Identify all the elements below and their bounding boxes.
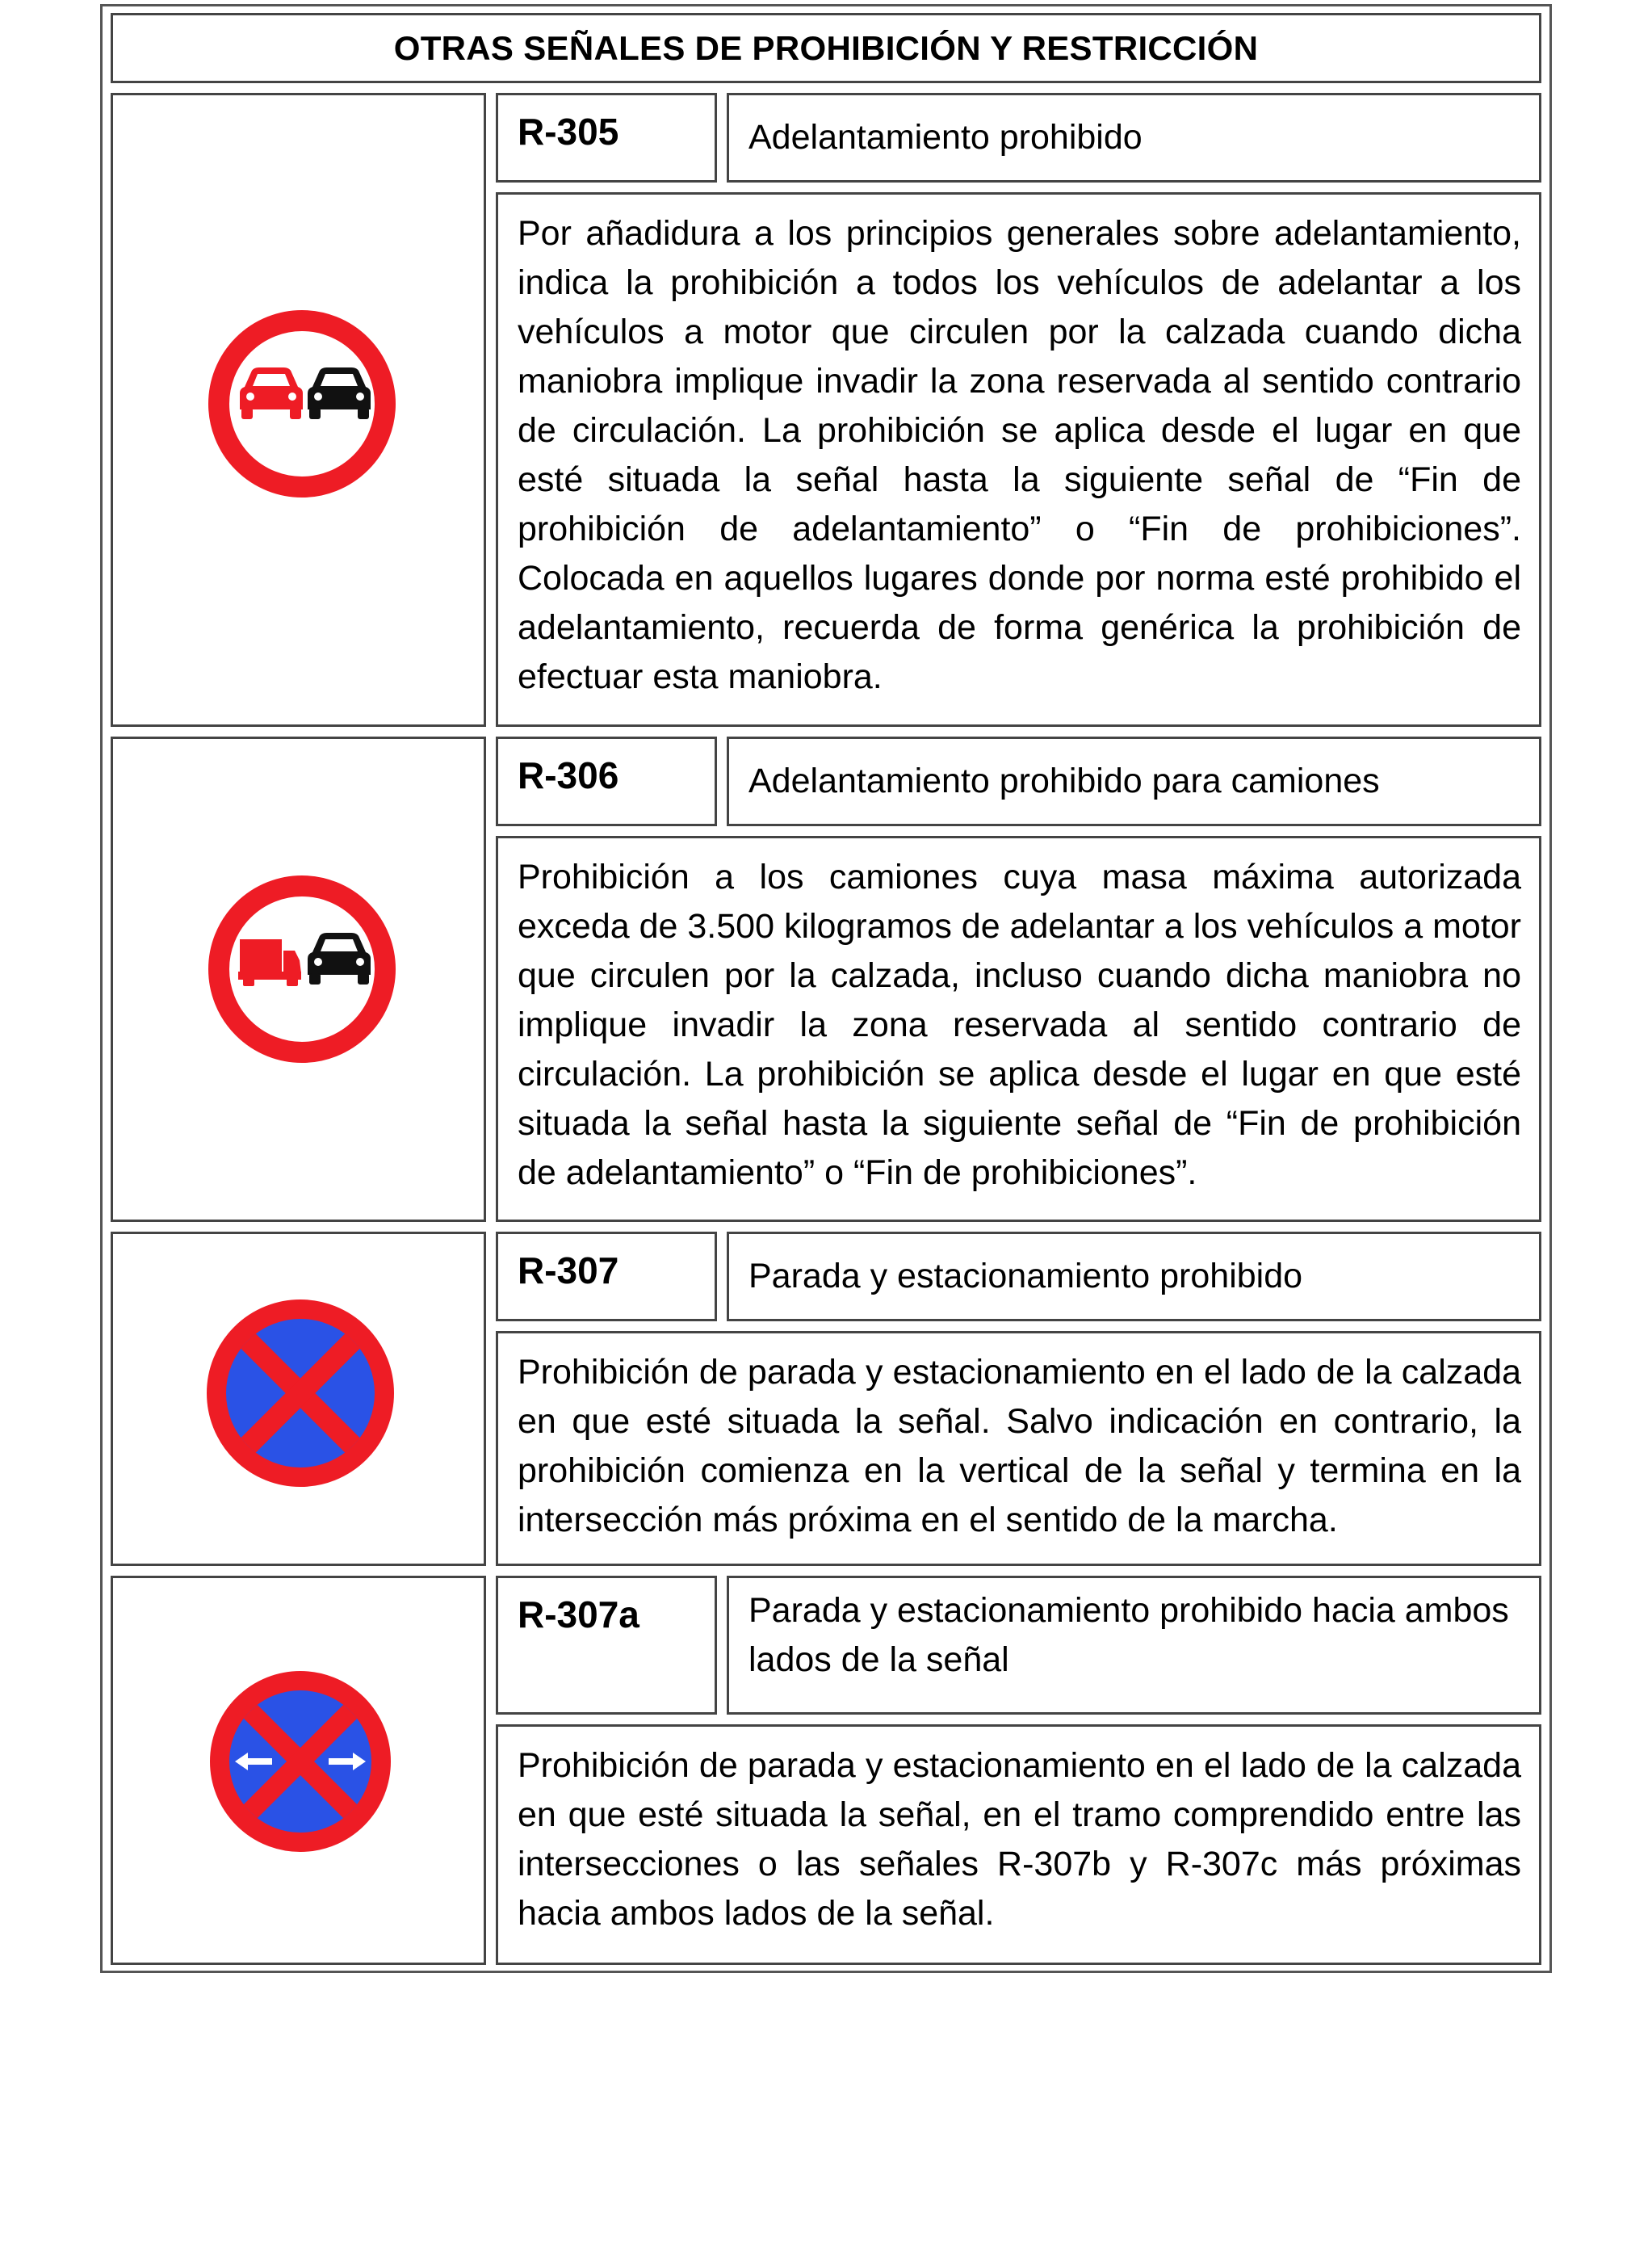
no-stopping-both-sides-sign-icon <box>206 1667 395 1856</box>
no-overtaking-trucks-sign-icon <box>206 873 398 1065</box>
no-overtaking-sign-icon <box>206 308 398 500</box>
table-title: OTRAS SEÑALES DE PROHIBICIÓN Y RESTRICCIÓN <box>111 13 1541 83</box>
sign-description: Prohibición a los camiones cuya masa máxima autorizada exceda de 3.500 kilogramos de adelantar a los vehículos a motor que circulen por la calzada, incluso cuando dicha maniobra no implique invadir la zona reservada al sentido contrario de circulación. La prohibición se aplica desde el lugar en que esté situada la señal hasta la siguiente señal de “Fin de prohibición de adelantamiento” o “Fin de prohibiciones”. <box>496 836 1541 1222</box>
sign-description: Por añadidura a los principios generales sobre adelantamiento, indica la prohibición a todos los vehículos de adelantar a los vehículos a motor que circulen por la calzada cuando dicha maniobra implique invadir la zona reservada al sentido contrario de circulación. La prohibición se aplica desde el lugar en que esté situada la señal hasta la siguiente señal de “Fin de prohibición de adelantamiento” o “Fin de prohibiciones”. Colocada en aquellos lugares donde por norma esté prohibido el adelantamiento, recuerda de forma genérica la prohibición de efectuar esta maniobra. <box>496 192 1541 727</box>
sign-image-cell <box>111 1232 486 1566</box>
sign-code: R-305 <box>496 93 717 183</box>
sign-name: Adelantamiento prohibido para camiones <box>727 737 1541 826</box>
no-stopping-sign-icon <box>202 1295 399 1492</box>
sign-name: Adelantamiento prohibido <box>727 93 1541 183</box>
sign-code: R-307a <box>496 1576 717 1715</box>
sign-image-cell <box>111 93 486 727</box>
sign-name: Parada y estacionamiento prohibido hacia ambos lados de la señal <box>727 1576 1541 1715</box>
sign-description: Prohibición de parada y estacionamiento en el lado de la calzada en que esté situada la señal. Salvo indicación en contrario, la prohibición comienza en la vertical de la señal y termina en la intersección más próxima en el sentido de la marcha. <box>496 1331 1541 1566</box>
sign-image-cell <box>111 737 486 1222</box>
sign-code: R-307 <box>496 1232 717 1321</box>
sign-name: Parada y estacionamiento prohibido <box>727 1232 1541 1321</box>
sign-code: R-306 <box>496 737 717 826</box>
sign-image-cell <box>111 1576 486 1965</box>
sign-description: Prohibición de parada y estacionamiento en el lado de la calzada en que esté situada la señal, en el tramo comprendido entre las intersecciones o las señales R-307b y R-307c más próximas hacia ambos lados de la señal. <box>496 1724 1541 1965</box>
